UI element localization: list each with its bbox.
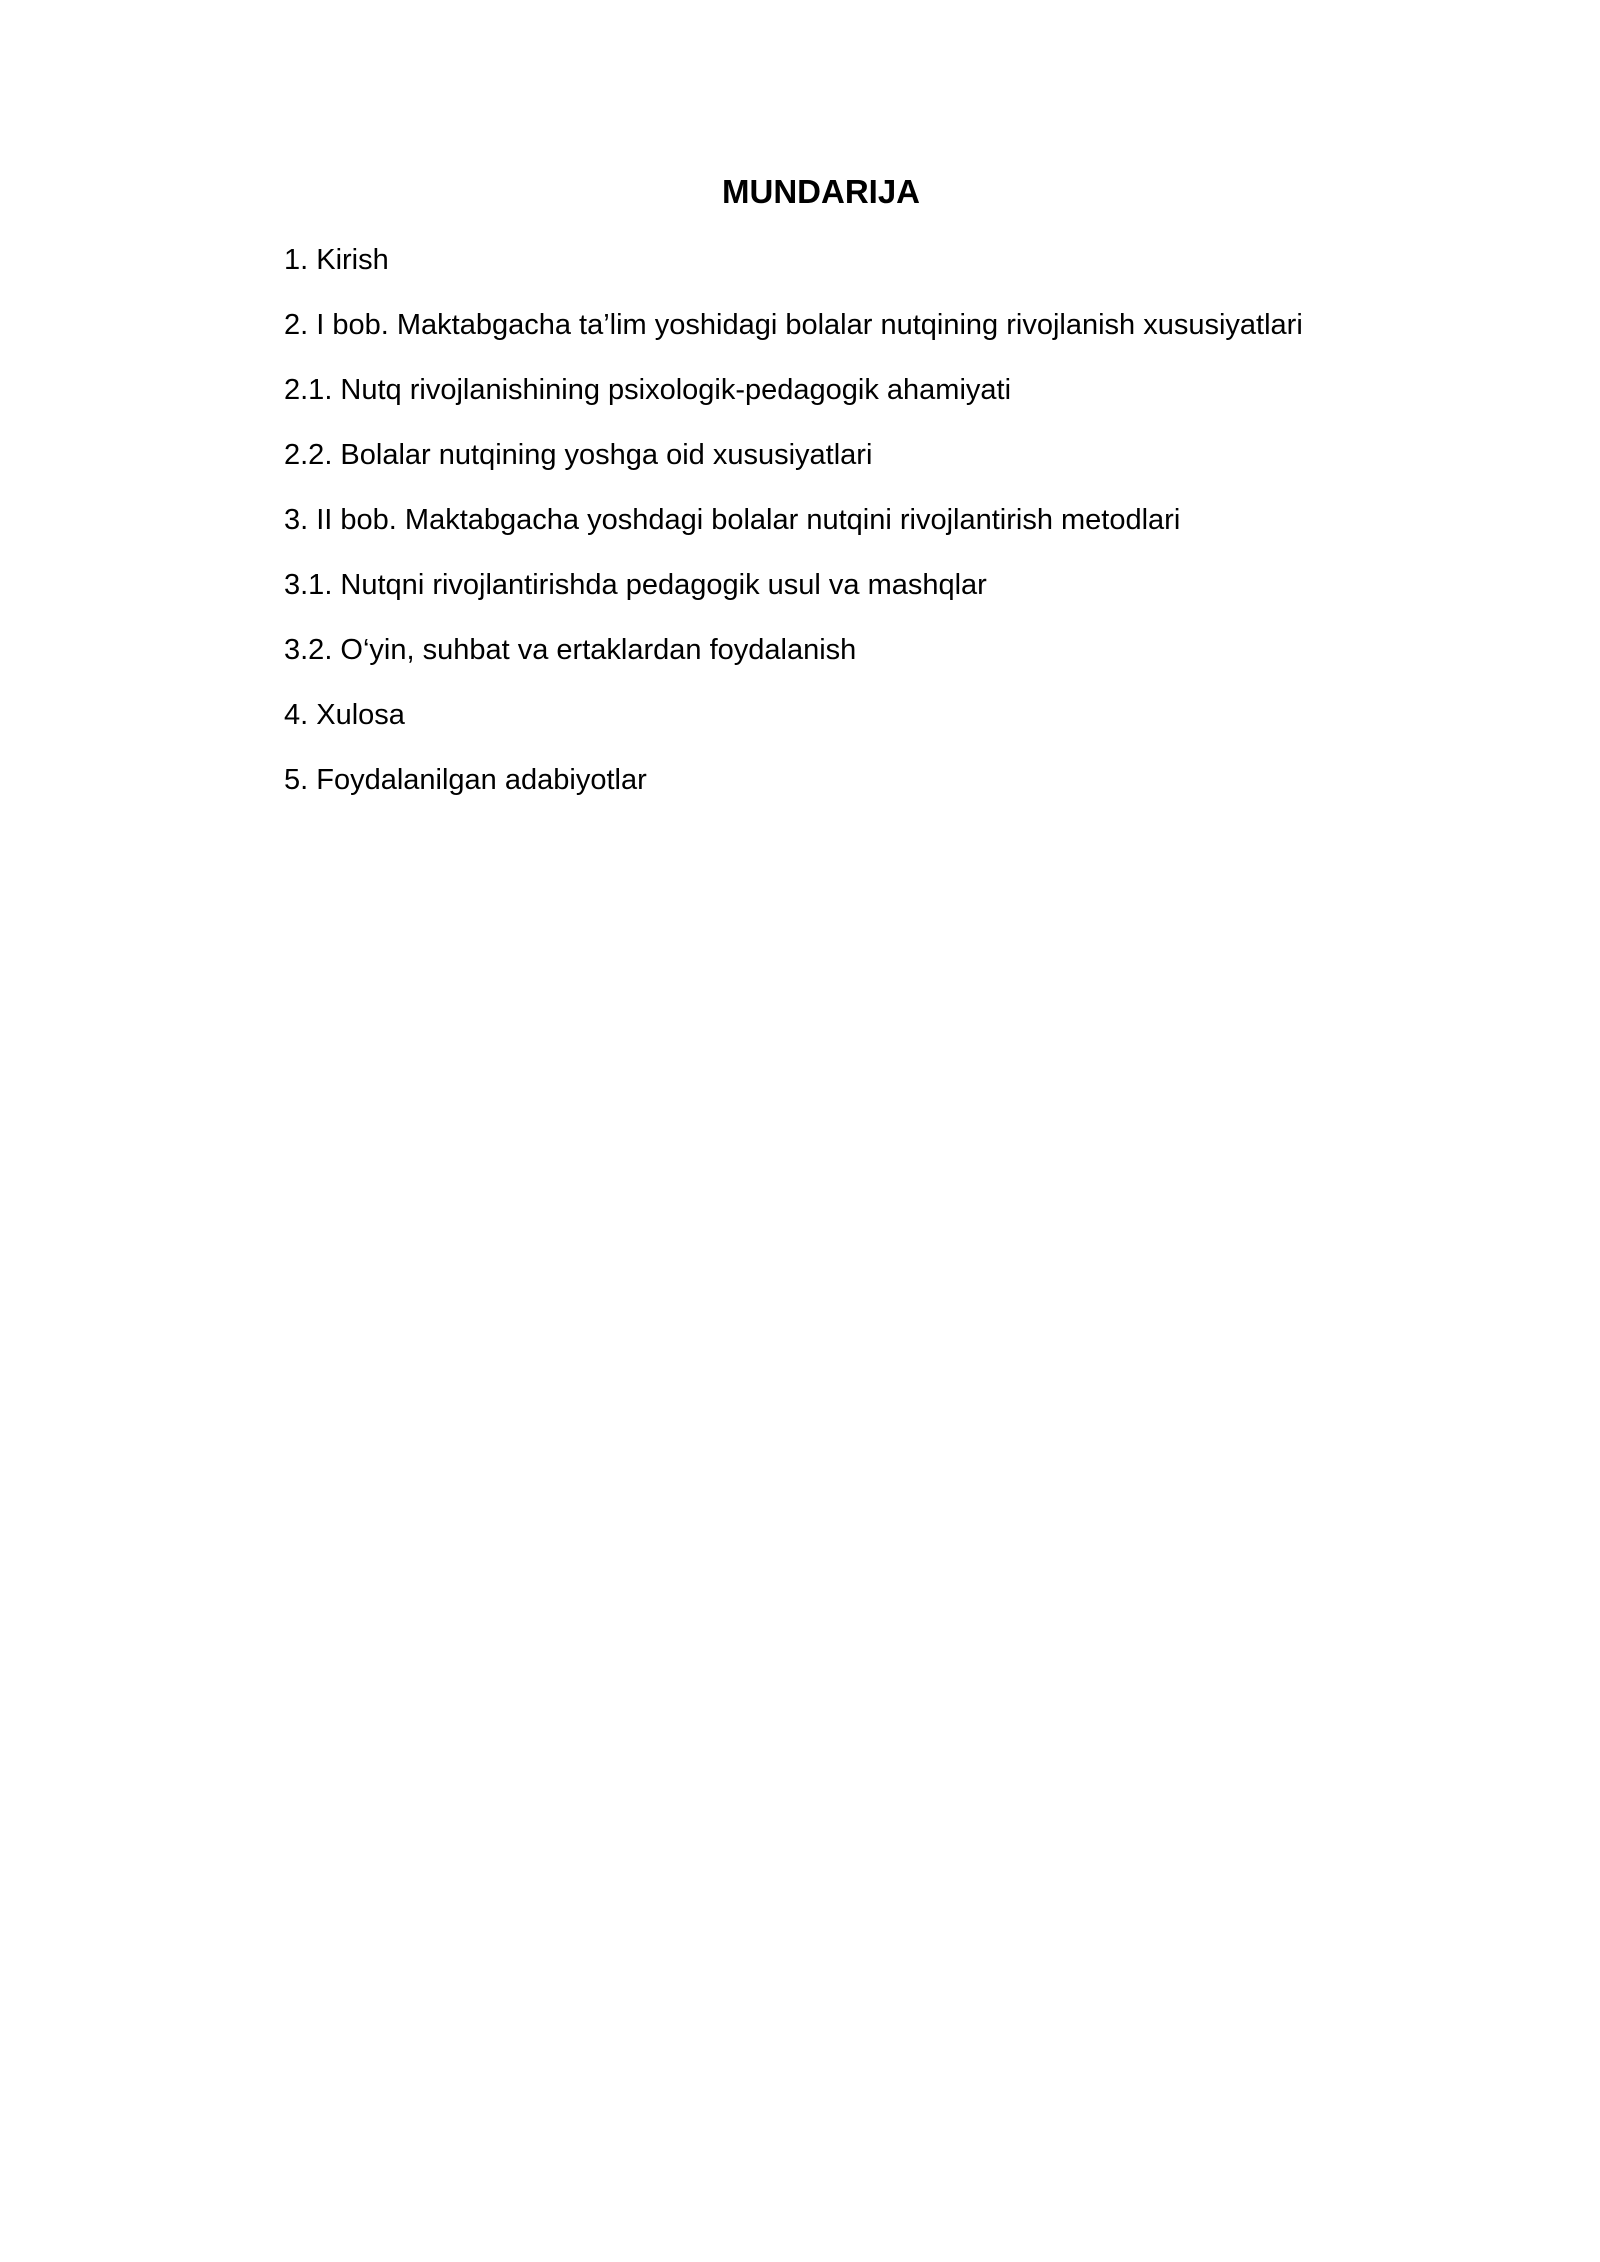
- toc-item: 3.2. O‘yin, suhbat va ertaklardan foydalanish: [284, 634, 857, 666]
- table-of-contents: [284, 236, 1303, 821]
- toc-item: 4. Xulosa: [284, 699, 405, 731]
- toc-item: 3. II bob. Maktabgacha yoshdagi bolalar nutqini rivojlantirish metodlari: [284, 504, 1181, 536]
- toc-item: 2. I bob. Maktabgacha ta’lim yoshidagi bolalar nutqining rivojlanish xususiyatlari: [284, 309, 1303, 341]
- toc-item: 2.2. Bolalar nutqining yoshga oid xususiyatlari: [284, 439, 873, 471]
- page-title: MUNDARIJA: [722, 173, 920, 210]
- toc-item: 3.1. Nutqni rivojlantirishda pedagogik usul va mashqlar: [284, 569, 987, 601]
- toc-item: 5. Foydalanilgan adabiyotlar: [284, 764, 647, 796]
- toc-item: 1. Kirish: [284, 244, 389, 276]
- toc-item: 2.1. Nutq rivojlanishining psixologik-pedagogik ahamiyati: [284, 374, 1012, 406]
